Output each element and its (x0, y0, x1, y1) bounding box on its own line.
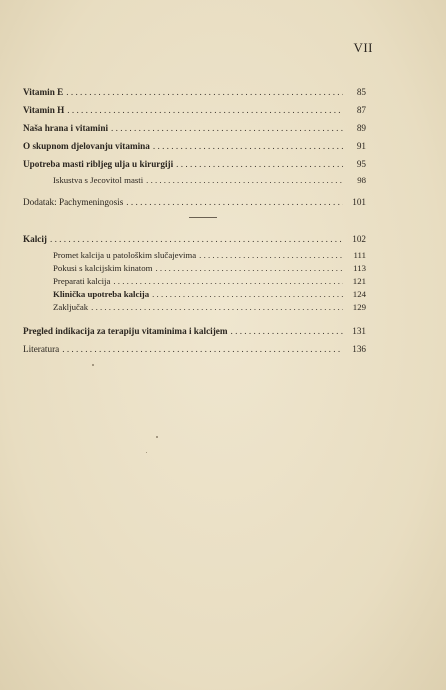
toc-entry-page: 129 (352, 302, 366, 312)
dot-leader (176, 155, 343, 173)
toc-entry-label: Vitamin H (23, 105, 65, 115)
toc-entry-page: 91 (356, 141, 366, 151)
toc-entry-page: 95 (356, 159, 366, 169)
toc-entry-page: 124 (352, 289, 366, 299)
section-divider (189, 217, 217, 218)
toc-entry-label: Zaključak (53, 302, 89, 312)
page-number: VII (353, 40, 373, 55)
toc-entry (23, 137, 366, 155)
toc-entry-label: Naša hrana i vitamini (23, 123, 108, 133)
paper-speck (146, 452, 147, 453)
toc-entry-label: Iskustva s Jecovitol masti (53, 175, 144, 185)
toc-subentry (23, 301, 366, 314)
paper-speck (92, 364, 94, 366)
toc-entry-label: Kalcij (23, 234, 47, 244)
dot-leader (50, 230, 343, 248)
toc-entry-label: Klinička upotreba kalcija (53, 289, 150, 299)
toc-entry-page: 89 (356, 123, 366, 133)
toc-entry-page: 111 (353, 250, 366, 260)
toc-entry-page: 136 (352, 344, 366, 354)
toc-entry-page: 101 (352, 197, 366, 207)
dot-leader (153, 137, 343, 155)
toc-entry (23, 322, 366, 340)
dot-leader (152, 288, 343, 301)
toc-entry-label: Preparati kalcija (53, 276, 111, 286)
toc-entry (23, 230, 366, 248)
toc-entry-page: 98 (357, 175, 366, 185)
toc-entry-label: Upotreba masti ribljeg ulja u kirurgiji (23, 159, 174, 169)
toc-entry (23, 340, 366, 358)
toc-subentry (23, 262, 366, 275)
toc-entry (23, 193, 366, 211)
dot-leader (67, 101, 343, 119)
dot-leader (126, 193, 343, 211)
dot-leader (62, 340, 343, 358)
toc-subentry (23, 288, 366, 301)
toc-entry-page: 131 (352, 326, 366, 336)
toc-entry-label: Promet kalcija u patološkim slučajevima (53, 250, 197, 260)
dot-leader (199, 249, 343, 262)
toc-entry-label: O skupnom djelovanju vitamina (23, 141, 150, 151)
toc-entry-label: Pregled indikacija za terapiju vitaminima i kalcijem (23, 326, 228, 336)
toc-entry (23, 83, 366, 101)
toc-subentry (23, 249, 366, 262)
toc-subentry (23, 275, 366, 288)
toc-entry-page: 102 (352, 234, 366, 244)
dot-leader (155, 262, 343, 275)
dot-leader (231, 322, 344, 340)
toc-entry (23, 155, 366, 173)
paper-speck (156, 436, 158, 438)
toc-subentry (23, 174, 366, 187)
toc-entry-label: Vitamin E (23, 87, 64, 97)
toc-entry-page: 87 (356, 105, 366, 115)
toc-entry-label: Dodatak: Pachymeningosis (23, 197, 124, 207)
dot-leader (113, 275, 343, 288)
toc-entry-page: 85 (356, 87, 366, 97)
dot-leader (146, 174, 343, 187)
toc-entry (23, 101, 366, 119)
toc-entry (23, 119, 366, 137)
dot-leader (66, 83, 343, 101)
dot-leader (111, 119, 343, 137)
table-of-contents (23, 83, 366, 358)
toc-entry-label: Literatura (23, 344, 60, 354)
toc-entry-label: Pokusi s kalcijskim kinatom (53, 263, 153, 273)
dot-leader (91, 301, 343, 314)
toc-entry-page: 121 (352, 276, 366, 286)
toc-entry-page: 113 (353, 263, 366, 273)
